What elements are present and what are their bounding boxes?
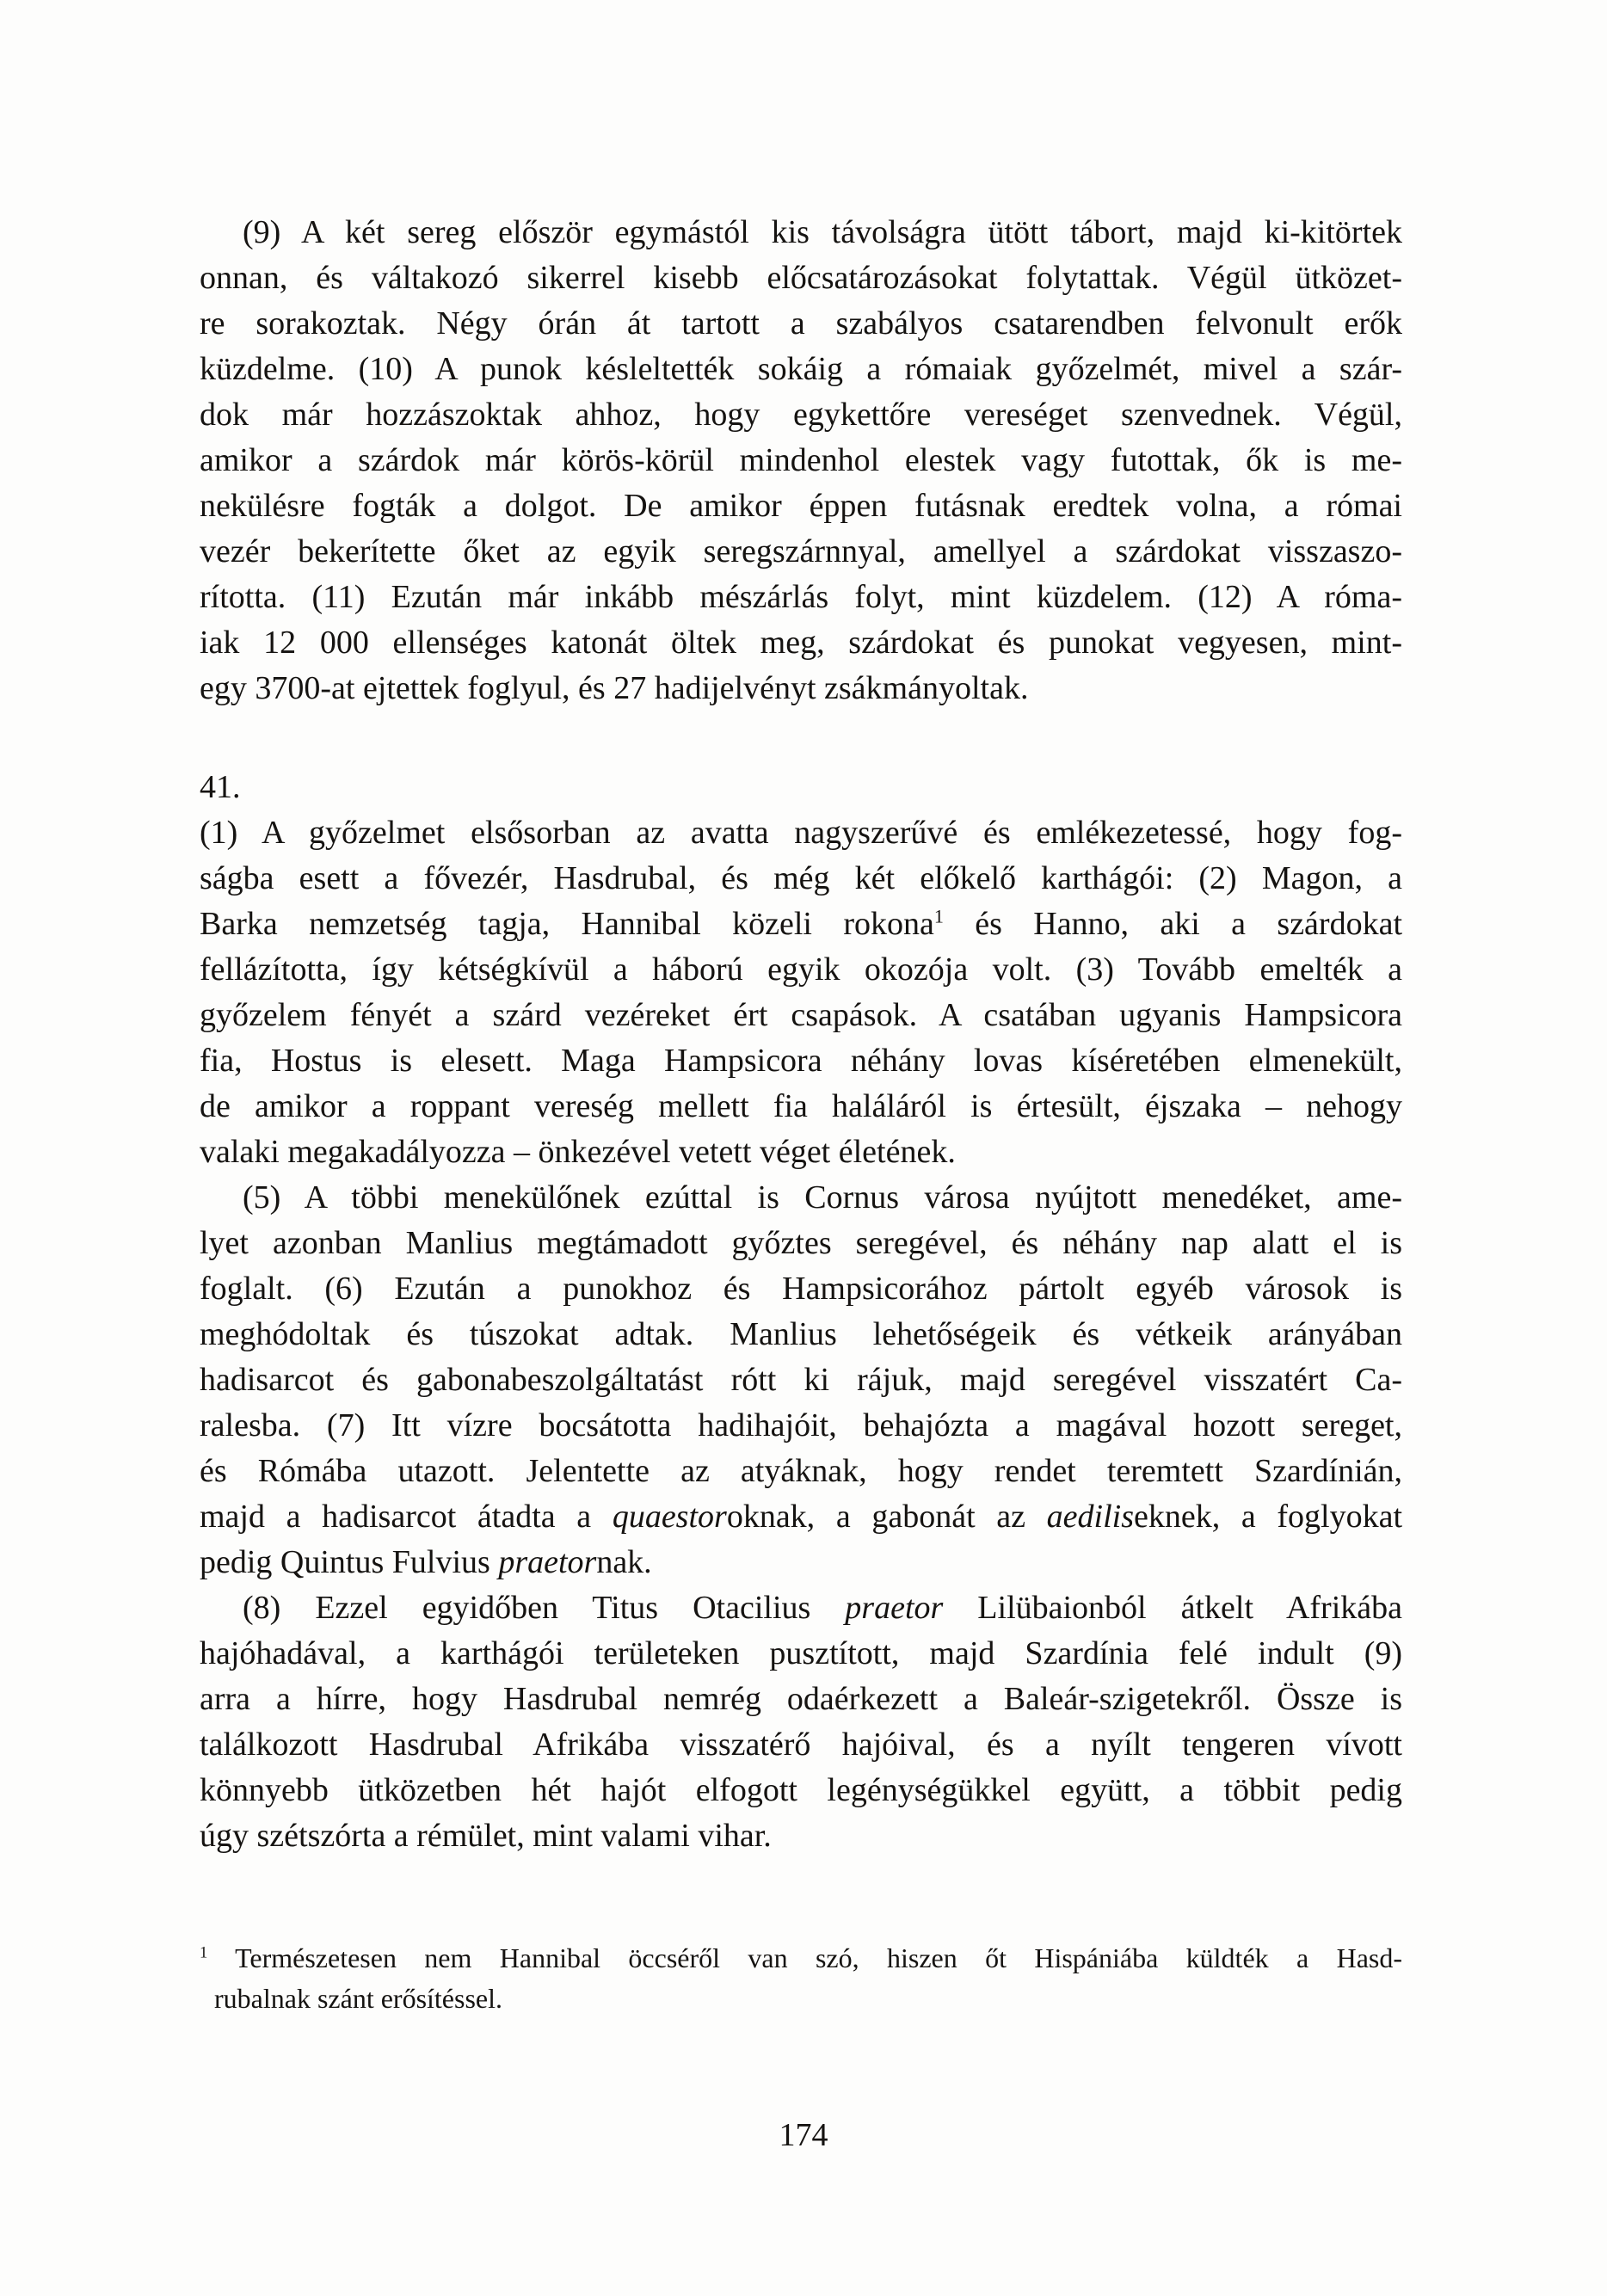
text-line: rította. (11) Ezután már inkább mészárlás folyt, mint küzdelem. (12) A róma-: [200, 579, 1402, 615]
text-line: könnyebb ütközetben hét hajót elfogott legénységükkel együtt, a többit pedig: [200, 1772, 1402, 1808]
text-line: ralesba. (7) Itt vízre bocsátotta hadihajóit, behajózta a magával hozott sereget,: [200, 1407, 1402, 1443]
text-line: (8) Ezzel egyidőben Titus Otacilius praetor Lilübaionból átkelt Afrikába: [243, 1590, 1402, 1626]
text-line: (5) A többi menekülőnek ezúttal is Cornus városa nyújtott menedéket, ame-: [243, 1179, 1402, 1216]
text-line: vezér bekerítette őket az egyik seregszárnnyal, amellyel a szárdokat visszaszo-: [200, 533, 1402, 569]
page-number: 174: [779, 2117, 828, 2153]
paragraph-sections-9-12: [200, 210, 1402, 711]
text-line: meghódoltak és túszokat adtak. Manlius lehetőségeik és vétkeik arányában: [200, 1316, 1402, 1352]
text-line: dok már hozzászoktak ahhoz, hogy egykettőre vereséget szenvednek. Végül,: [200, 397, 1402, 433]
text-line: 41.: [200, 769, 241, 805]
text-line: győzelem fényét a szárd vezéreket ért csapások. A csatában ugyanis Hampsicora: [200, 997, 1402, 1033]
text-line: de amikor a roppant vereség mellett fia haláláról is értesült, éjszaka – nehogy: [200, 1088, 1402, 1124]
text-line: és Rómába utazott. Jelentette az atyáknak, hogy rendet teremtett Szardínián,: [200, 1453, 1402, 1489]
footnote-line: rubalnak szánt erősítéssel.: [214, 1983, 502, 2014]
text-line: küzdelme. (10) A punok késleltették sokáig a rómaiak győzelmét, mivel a szár-: [200, 351, 1402, 387]
text-line: (9) A két sereg először egymástól kis távolságra ütött tábort, majd ki-kitörtek: [243, 214, 1402, 250]
text-block: [200, 210, 1402, 1859]
text-line: fellázította, így kétségkívül a háború egyik okozója volt. (3) Tovább emelték a: [200, 951, 1402, 988]
footnote-reference: 1: [933, 905, 944, 927]
text-line: amikor a szárdok már körös-körül mindenhol elestek vagy futottak, ők is me-: [200, 442, 1402, 478]
text-line: foglalt. (6) Ezután a punokhoz és Hampsicorához pártolt egyéb városok is: [200, 1271, 1402, 1307]
text-line: iak 12 000 ellenséges katonát öltek meg, szárdokat és punokat vegyesen, mint-: [200, 625, 1402, 661]
text-line: hajóhadával, a karthágói területeken pusztított, majd Szardínia felé indult (9): [200, 1635, 1402, 1671]
text-line: Barka nemzetség tagja, Hannibal közeli rokona$^1$ és Hanno, aki a szárdokat: [200, 905, 1402, 942]
footnote-line: $^1$ Természetesen nem Hannibal öccséről van szó, hiszen őt Hispániába küldték a Hasd-: [200, 1942, 1402, 1973]
text-line: egy 3700-at ejtettek foglyul, és 27 hadijelvényt zsákmányoltak.: [200, 670, 1029, 706]
section-heading-41: [200, 765, 1402, 810]
paragraph-sections-5-7: [200, 1175, 1402, 1585]
text-line: pedig Quintus Fulvius praetornak.: [200, 1544, 652, 1580]
text-line: (1) A győzelmet elsősorban az avatta nagyszerűvé és emlékezetessé, hogy fog-: [200, 815, 1402, 851]
text-line: úgy szétszórta a rémület, mint valami vihar.: [200, 1818, 772, 1854]
footnote-reference: 1: [200, 1943, 208, 1962]
text-line: onnan, és váltakozó sikerrel kisebb előcsatározásokat folytattak. Végül ütközet-: [200, 260, 1402, 296]
text-line: arra a hírre, hogy Hasdrubal nemrég odaérkezett a Baleár-szigetekről. Össze is: [200, 1681, 1402, 1717]
footnote: [200, 1938, 1402, 2019]
text-line: ságba esett a fővezér, Hasdrubal, és még két előkelő karthágói: (2) Magon, a: [200, 860, 1402, 896]
paragraph-sections-1-3: [200, 810, 1402, 1175]
text-line: lyet azonban Manlius megtámadott győztes seregével, és néhány nap alatt el is: [200, 1225, 1402, 1261]
text-line: re sorakoztak. Négy órán át tartott a szabályos csatarendben felvonult erők: [200, 305, 1402, 342]
text-line: valaki megakadályozza – önkezével vetett véget életének.: [200, 1134, 956, 1170]
text-line: nekülésre fogták a dolgot. De amikor éppen futásnak eredtek volna, a római: [200, 488, 1402, 524]
text-line: fia, Hostus is elesett. Maga Hampsicora néhány lovas kíséretében elmenekült,: [200, 1043, 1402, 1079]
text-line: találkozott Hasdrubal Afrikába visszatérő hajóival, és a nyílt tengeren vívott: [200, 1727, 1402, 1763]
text-line: majd a hadisarcot átadta a quaestoroknak, a gabonát az aediliseknek, a foglyokat: [200, 1499, 1403, 1535]
text-line: hadisarcot és gabonabeszolgáltatást rótt ki rájuk, majd seregével visszatért Ca-: [200, 1362, 1402, 1398]
paragraph-sections-8-9: [200, 1585, 1402, 1859]
